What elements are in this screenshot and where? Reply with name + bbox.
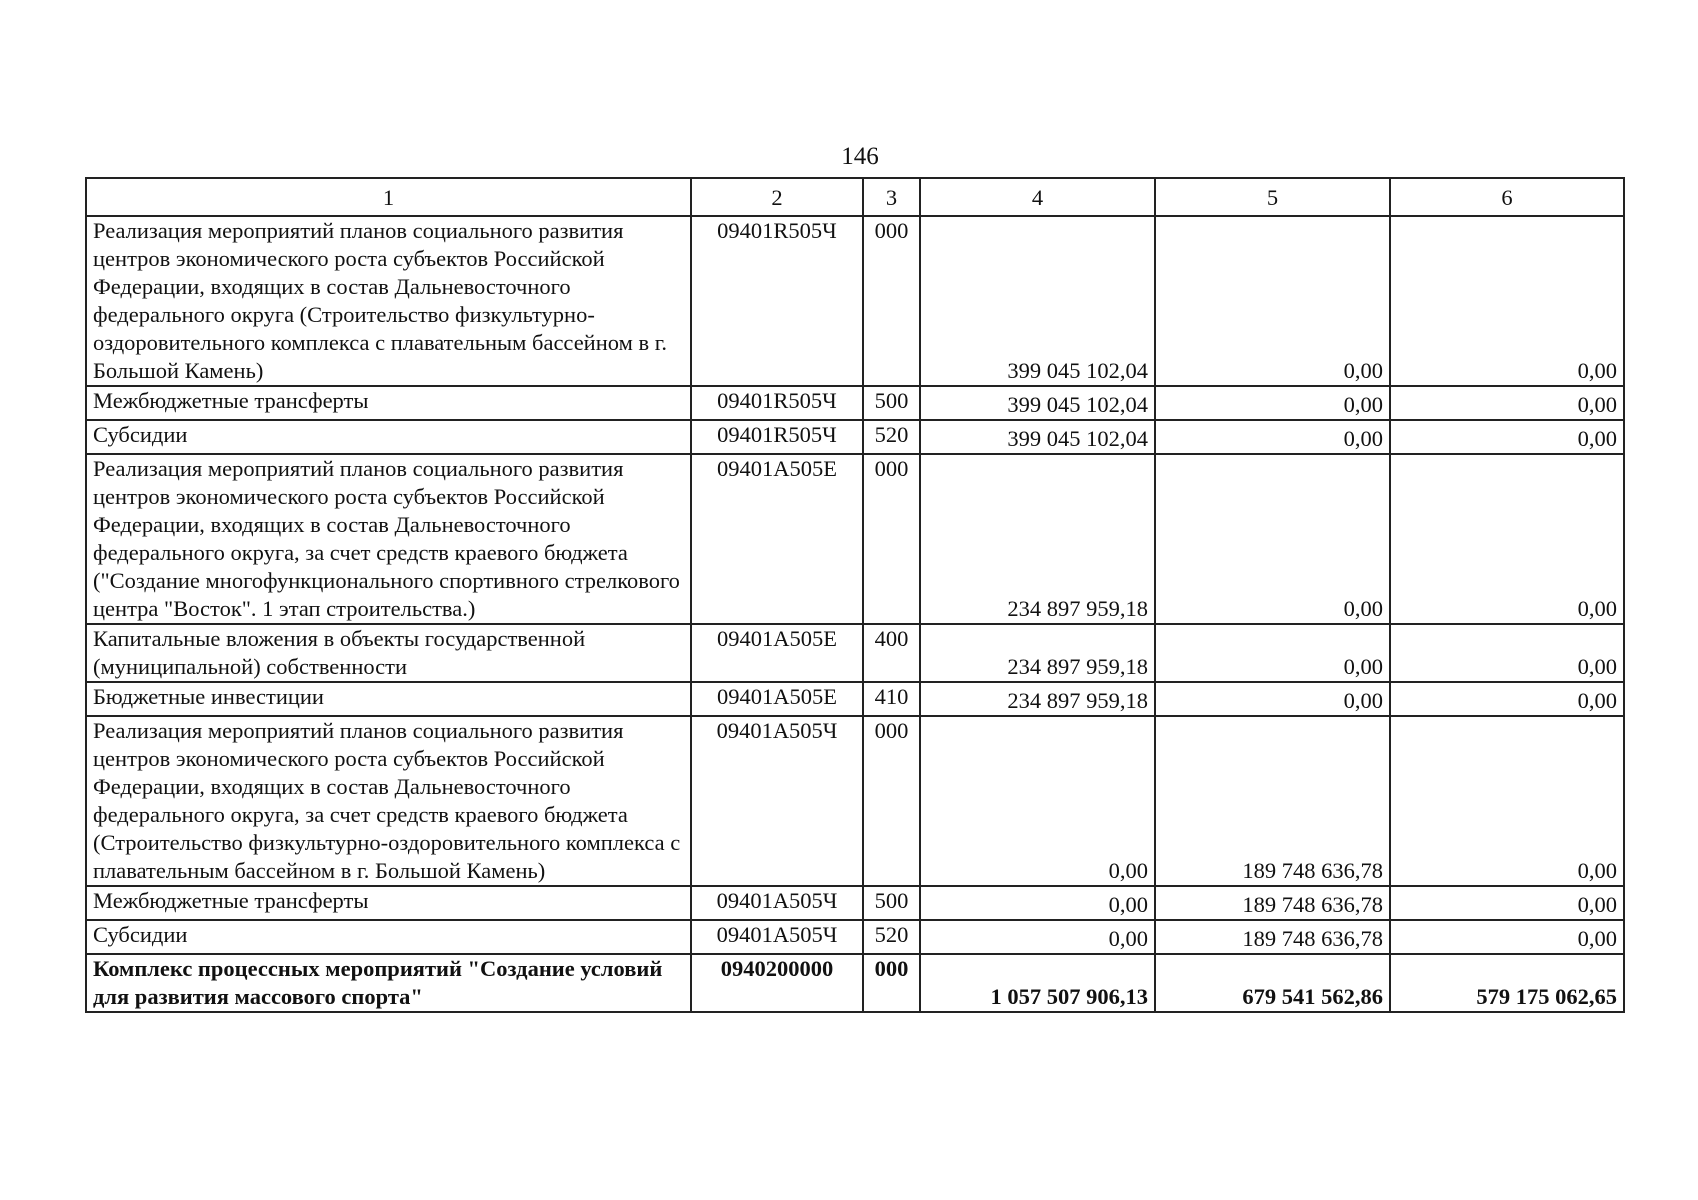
row-amount-col5: 0,00 [1155,682,1390,716]
row-amount-col6: 0,00 [1390,624,1624,682]
row-amount-col6: 0,00 [1390,454,1624,624]
row-amount-col5: 189 748 636,78 [1155,920,1390,954]
table-row [86,386,1624,420]
row-amount-col6: 0,00 [1390,682,1624,716]
row-target-code: 09401A505Ч [691,716,863,886]
table-row [86,454,1624,624]
row-amount-col6: 579 175 062,65 [1390,954,1624,1012]
table-row [86,682,1624,716]
row-expense-type: 520 [863,420,920,454]
row-expense-type: 500 [863,886,920,920]
table-row [86,920,1624,954]
row-target-code: 09401A505E [691,682,863,716]
table-row-total [86,954,1624,1012]
table-row [86,420,1624,454]
row-target-code: 09401A505Ч [691,886,863,920]
budget-table [85,177,1625,1013]
table-row [86,886,1624,920]
row-amount-col5: 0,00 [1155,420,1390,454]
row-name: Реализация мероприятий планов социального развития центров экономического роста субъектов Российской Федерации, входящих в состав Дальневосточного федерального округа (Строительство физкультурно-оздоровительного комплекса с плавательным бассейном в г. Большой Камень) [86,216,691,386]
row-amount-col4: 0,00 [920,716,1155,886]
row-amount-col5: 0,00 [1155,386,1390,420]
row-expense-type: 000 [863,454,920,624]
row-expense-type: 400 [863,624,920,682]
row-amount-col6: 0,00 [1390,420,1624,454]
row-amount-col6: 0,00 [1390,216,1624,386]
row-expense-type: 000 [863,716,920,886]
row-amount-col4: 399 045 102,04 [920,216,1155,386]
row-amount-col4: 399 045 102,04 [920,386,1155,420]
row-name: Субсидии [86,920,691,954]
row-target-code: 09401R505Ч [691,386,863,420]
row-amount-col4: 234 897 959,18 [920,682,1155,716]
row-name: Капитальные вложения в объекты государственной (муниципальной) собственности [86,624,691,682]
row-amount-col4: 0,00 [920,886,1155,920]
row-amount-col6: 0,00 [1390,920,1624,954]
table-row [86,216,1624,386]
row-target-code: 0940200000 [691,954,863,1012]
row-amount-col4: 0,00 [920,920,1155,954]
row-target-code: 09401R505Ч [691,216,863,386]
row-name: Межбюджетные трансферты [86,886,691,920]
row-name: Комплекс процессных мероприятий "Создание условий для развития массового спорта" [86,954,691,1012]
row-target-code: 09401A505E [691,624,863,682]
column-header-2: 2 [691,178,863,216]
row-target-code: 09401A505E [691,454,863,624]
row-name: Реализация мероприятий планов социального развития центров экономического роста субъектов Российской Федерации, входящих в состав Дальневосточного федерального округа, за счет средств краевого бюджета ("Создание многофункционального спортивного стрелкового центра "Восток". 1 этап строительства.) [86,454,691,624]
row-expense-type: 000 [863,216,920,386]
column-header-5: 5 [1155,178,1390,216]
row-name: Межбюджетные трансферты [86,386,691,420]
row-amount-col4: 234 897 959,18 [920,454,1155,624]
row-amount-col5: 0,00 [1155,216,1390,386]
row-amount-col5: 189 748 636,78 [1155,886,1390,920]
column-header-4: 4 [920,178,1155,216]
row-amount-col4: 399 045 102,04 [920,420,1155,454]
row-amount-col5: 0,00 [1155,624,1390,682]
row-expense-type: 410 [863,682,920,716]
table-header-row [86,178,1624,216]
row-amount-col5: 679 541 562,86 [1155,954,1390,1012]
column-header-6: 6 [1390,178,1624,216]
row-amount-col6: 0,00 [1390,386,1624,420]
row-name: Субсидии [86,420,691,454]
row-amount-col4: 1 057 507 906,13 [920,954,1155,1012]
table-row [86,624,1624,682]
row-amount-col5: 189 748 636,78 [1155,716,1390,886]
page-number: 146 [841,143,879,170]
column-header-3: 3 [863,178,920,216]
row-target-code: 09401A505Ч [691,920,863,954]
row-amount-col6: 0,00 [1390,716,1624,886]
row-expense-type: 520 [863,920,920,954]
row-amount-col4: 234 897 959,18 [920,624,1155,682]
table-row [86,716,1624,886]
row-amount-col6: 0,00 [1390,886,1624,920]
row-expense-type: 500 [863,386,920,420]
row-name: Реализация мероприятий планов социального развития центров экономического роста субъектов Российской Федерации, входящих в состав Дальневосточного федерального округа, за счет средств краевого бюджета (Строительство физкультурно-оздоровительного комплекса с плавательным бассейном в г. Большой Камень) [86,716,691,886]
row-expense-type: 000 [863,954,920,1012]
row-target-code: 09401R505Ч [691,420,863,454]
row-name: Бюджетные инвестиции [86,682,691,716]
column-header-1: 1 [86,178,691,216]
row-amount-col5: 0,00 [1155,454,1390,624]
